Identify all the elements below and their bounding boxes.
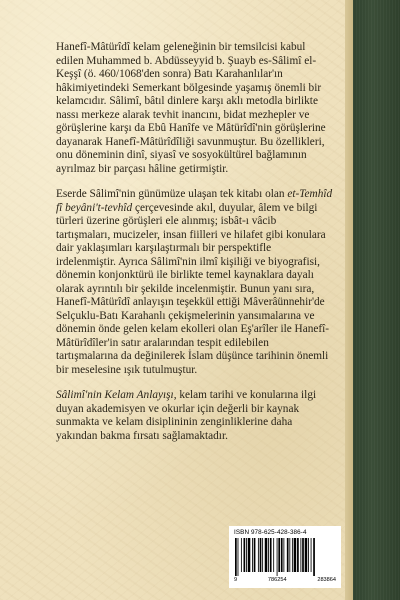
blurb-paragraph-2 [56,188,333,377]
barcode-bar [289,538,290,572]
barcode-digit-lead: 9 [234,577,238,583]
barcode-bar [300,538,301,572]
barcode-bar [246,538,247,572]
barcode-bar [244,538,246,572]
barcode-bars [234,538,336,576]
blurb-text-run: et-Temhîd fî beyâni't-tevhîd [56,188,333,214]
blurb-paragraph-3 [56,389,333,443]
blurb-paragraph-1 [56,41,333,176]
barcode-bar [281,538,283,572]
barcode-bar [265,538,268,572]
barcode-digit-group-left: 786254 [267,577,287,583]
barcode-bar [311,538,312,572]
barcode-bar [235,538,237,576]
barcode-bar [254,538,256,572]
blurb-text-run: çerçevesinde akıl, duyular, âlem ve bilgi türleri üzerine görüşleri ele alınmış; isbât-ı vâcib tartışmaları, mucizeler, insan fiilleri ve hilafet gibi konulara dair yaklaşımları karşılaştırmalı bir perspektifle irdelenmiştir. Ayrıca Sâlimî'nin ilmî kişiliği ve biyografisi, dönemin konjonktürü ile birlikte temel kaynaklara dayalı olarak ayrıntılı bir şekilde incelenmiştir. Bunun yanı sıra, Hanefî-Mâtürîdî anlayışın teşekkül ettiği Mâverâünnehir'de Selçuklu-Batı Karahanlı çekişmelerinin yansımalarına ve dönemin önde gelen kelam ekolleri olan Eş'arîler ile Hanefî-Mâtürîdîler'in satır aralarından tespit edilebilen tartışmalarına da değinilerek İslam düşünce tarihinin önemli bir meselesine ışık tutulmuştur. [56,201,330,376]
blurb-text-run: Hanefî-Mâtürîdî kelam geleneğinin bir temsilcisi kabul edilen Muhammed b. Abdüsseyyid b. Şuayb es-Sâlimî el-Keşşî (ö. 460/1068'den sonra) Batı Karahanlılar'ın hâkimiyetindeki Semerkant bölgesinde yaşamış önemli bir kelamcıdır. Sâlimî, bâtıl dinlere karşı aklı metodla birlikte nassı merkeze alarak tevhit inancını, bidat mezhepler ve görüşlerine karşı da Ebû Hanîfe ve Mâtürîdî'nin görüşlerine dayanarak Hanefî-Mâtürîdîliği savunmuştur. Bu özellikleri, onu döneminin dinî, siyasî ve sosyokültürel bağlamının ayrılmaz bir parçası hâline getirmiştir. [56,41,326,175]
barcode-bar [277,538,278,576]
barcode-bar [313,538,315,576]
barcode-bar [248,538,251,572]
blurb-text-run: Eserde Sâlimî'nin günümüze ulaşan tek kitabı olan [56,188,288,200]
barcode-bar [278,538,280,572]
blurb-text [56,41,333,443]
barcode-bar [268,538,269,572]
barcode-bar [283,538,284,572]
barcode-bar [308,538,309,572]
blurb-text-run: , kelam tarihi ve konularına ilgi duyan akademisyen ve okurlar için değerli bir kaynak sunmakta ve kelam disiplininin zenginliklerine daha yakından bakma fırsatı sağlamaktadır. [56,389,317,442]
barcode-digits [234,577,336,583]
barcode-bar [302,538,304,572]
barcode-bar [238,538,239,576]
barcode-bar [252,538,253,572]
book-spine [353,0,400,600]
barcode-bar [258,538,259,572]
barcode-bar [292,538,293,572]
barcode-box [229,526,341,588]
barcode-digit-group-right: 283864 [317,577,336,583]
barcode-bar [241,538,242,572]
barcode-bar [294,538,297,572]
barcode-bar [305,538,308,572]
barcode-bar [287,538,289,572]
spine-edge-stripe [345,0,353,600]
barcode-bar [297,538,299,572]
barcode-bar [260,538,262,572]
isbn-label: ISBN 978-625-428-386-4 [234,529,307,536]
barcode-bar [270,538,272,572]
blurb-text-run: Sâlimî'nin Kelam Anlayışı [56,389,174,401]
barcode-bar [262,538,263,572]
barcode-bar [273,538,274,572]
